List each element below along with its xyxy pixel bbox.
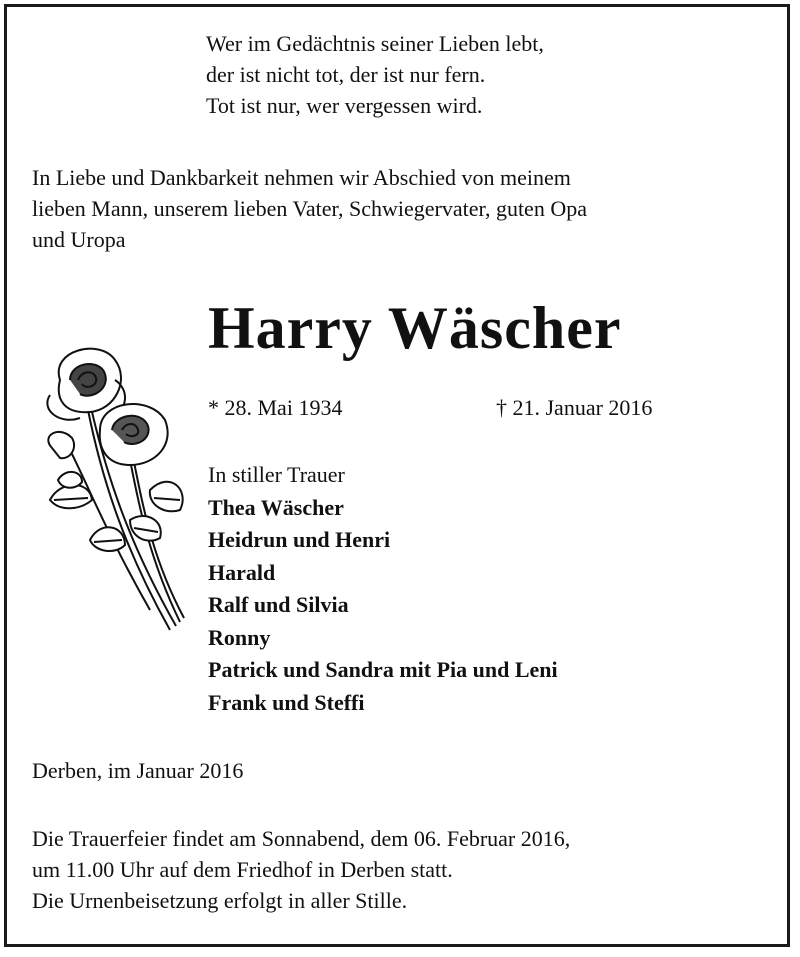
intro-text — [32, 162, 772, 255]
roses-illustration-icon — [30, 340, 200, 660]
funeral-line: Die Trauerfeier findet am Sonnabend, dem 06. Februar 2016, — [32, 826, 571, 851]
intro-line: lieben Mann, unserem lieben Vater, Schwiegervater, guten Opa — [32, 196, 587, 221]
deceased-name: Harry Wäscher — [208, 295, 622, 361]
mourners-list — [208, 459, 558, 719]
poem-line: Tot ist nur, wer vergessen wird. — [206, 93, 483, 118]
poem-line: Wer im Gedächtnis seiner Lieben lebt, — [206, 31, 544, 56]
funeral-info — [32, 823, 570, 916]
poem — [206, 28, 544, 121]
mourner-name: Heidrun und Henri — [208, 527, 391, 552]
place-date: Derben, im Januar 2016 — [32, 758, 244, 783]
mourner-name: Ralf und Silvia — [208, 592, 349, 617]
birth-date: * 28. Mai 1934 — [208, 395, 343, 420]
mourner-name: Harald — [208, 559, 276, 585]
mourning-heading: In stiller Trauer — [208, 462, 345, 487]
poem-line: der ist nicht tot, der ist nur fern. — [206, 62, 486, 87]
mourner-name: Patrick und Sandra mit Pia und Leni — [208, 657, 558, 682]
mourner-name: Thea Wäscher — [208, 494, 344, 520]
intro-line: und Uropa — [32, 227, 126, 252]
funeral-line: Die Urnenbeisetzung erfolgt in aller Stille. — [32, 888, 408, 913]
death-date: † 21. Januar 2016 — [496, 395, 653, 420]
mourner-name: Frank und Steffi — [208, 689, 365, 715]
funeral-line: um 11.00 Uhr auf dem Friedhof in Derben statt. — [32, 857, 453, 882]
intro-line: In Liebe und Dankbarkeit nehmen wir Abschied von meinem — [32, 165, 571, 190]
mourner-name: Ronny — [208, 624, 271, 650]
